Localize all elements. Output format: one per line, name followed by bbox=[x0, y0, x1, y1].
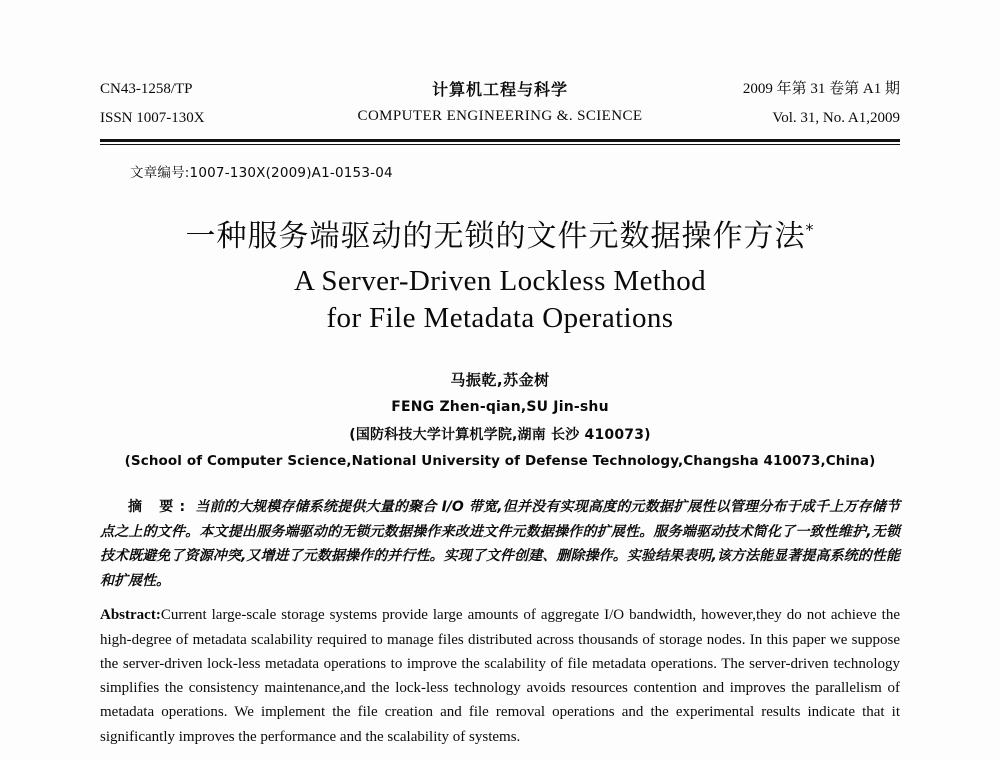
title-footnote-marker: * bbox=[805, 220, 815, 239]
masthead-center bbox=[310, 78, 690, 128]
masthead-rule-thick bbox=[100, 139, 900, 142]
journal-issn: ISSN 1007-130X bbox=[100, 109, 205, 126]
abstract-en-label: Abstract: bbox=[100, 607, 161, 624]
affiliation-cn: (国防科技大学计算机学院,湖南 长沙 410073) bbox=[349, 427, 651, 444]
page-title-cn bbox=[100, 211, 900, 255]
authors-block bbox=[100, 369, 900, 469]
page-title-en bbox=[100, 263, 900, 337]
abstract-en bbox=[100, 603, 900, 749]
journal-cn-code: CN43-1258/TP bbox=[100, 81, 193, 97]
masthead bbox=[100, 78, 900, 129]
issue-info-cn: 2009 年第 31 卷第 A1 期 bbox=[742, 81, 900, 97]
masthead-right bbox=[690, 78, 900, 129]
title-en-line2: for File Metadata Operations bbox=[326, 302, 674, 335]
abstract-cn-label: 摘 要: bbox=[128, 499, 192, 516]
authors-en: FENG Zhen-qian,SU Jin-shu bbox=[391, 399, 609, 416]
title-en-line1: A Server-Driven Lockless Method bbox=[293, 265, 707, 297]
affiliation-en: (School of Computer Science,National University of Defense Technology,Changsha 410073,China) bbox=[124, 453, 876, 470]
journal-title-cn: 计算机工程与科学 bbox=[431, 80, 568, 99]
page-content bbox=[100, 78, 900, 749]
issue-info-en: Vol. 31, No. A1,2009 bbox=[772, 109, 900, 126]
abstract-cn bbox=[100, 495, 900, 593]
journal-title-en: COMPUTER ENGINEERING &. SCIENCE bbox=[357, 108, 643, 124]
masthead-left bbox=[100, 78, 310, 129]
article-number: 文章编号:1007-130X(2009)A1-0153-04 bbox=[130, 165, 393, 181]
abstract-en-text: Current large-scale storage systems provide large amounts of aggregate I/O bandwidth, however,they do not achieve the high-degree of metadata scalability required to manage files distributed across thousands of storage nodes. In this paper we suppose the server-driven lock-less metadata operations to improve the scalability of file metadata operations. The server-driven technology simplifies the consistency maintenance,and the lock-less technology avoids resources contention and improves the parallelism of metadata operations. We implement the file creation and file removal operations and the experimental results indicate that it significantly improves the performance and the scalability of systems. bbox=[100, 607, 900, 745]
title-cn-text: 一种服务端驱动的无锁的文件元数据操作方法 bbox=[185, 219, 806, 254]
abstract-cn-text: 当前的大规模存储系统提供大量的聚合 I/O 带宽,但并没有实现高度的元数据扩展性以管理分布于成千上万存储节点之上的文件。本文提出服务端驱动的无锁元数据操作来改进文件元数据操作的扩展性。服务端驱动技术简化了一致性维护,无锁技术既避免了资源冲突,又增进了元数据操作的并行性。实现了文件创建、删除操作。实验结果表明,该方法能显著提高系统的性能和扩展性。 bbox=[100, 499, 900, 589]
authors-cn: 马振乾,苏金树 bbox=[450, 371, 550, 390]
masthead-rule-thin bbox=[100, 144, 900, 145]
